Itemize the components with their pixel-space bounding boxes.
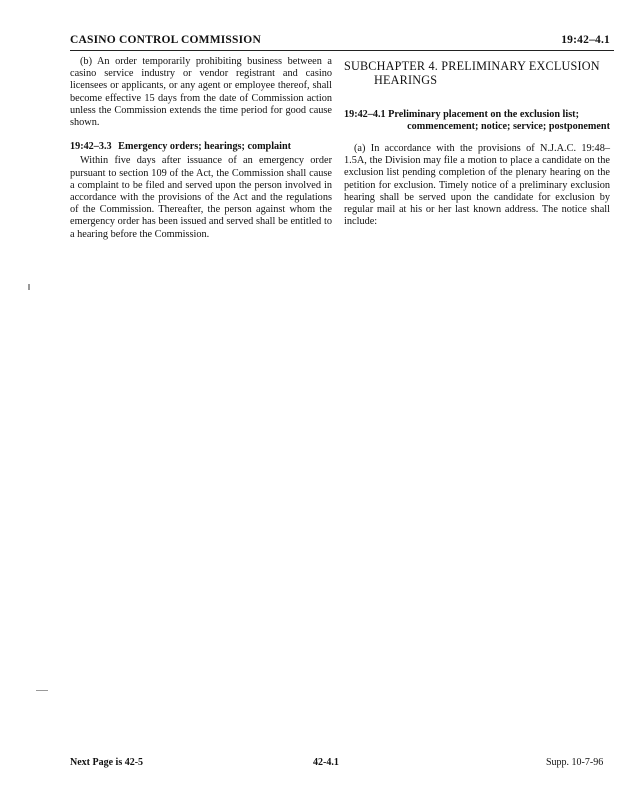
subchapter-title-line1: SUBCHAPTER 4. PRELIMINARY EXCLUSION <box>344 59 600 73</box>
supplement-date: Supp. 10-7-96 <box>546 757 604 768</box>
section-number: 19:42–3.3 <box>70 141 112 153</box>
right-column <box>344 56 610 228</box>
section-body-3-3: Within five days after issuance of an emergency order pursuant to section 109 of the Act, the Commission shall cause a complaint to be filed and served upon the person involved in accordance with the provisions of the Act and the regulations of the Commission. Thereafter, the person against whom the emergency order has been issued and served shall be entitled to a hearing before the Commission. <box>70 155 332 240</box>
header-section-number: 19:42–4.1 <box>561 34 610 46</box>
paragraph-b: (b) An order temporarily prohibiting business between a casino service industry or vendor registrant and casino licensees or applicants, or any agent or employee thereof, shall become effective 15 days from the date of Commission action unless the Commission extends the time period for good cause shown. <box>70 56 332 129</box>
section-heading-4-1 <box>344 109 610 133</box>
section-number: 19:42–4.1 <box>344 109 386 120</box>
header-title: CASINO CONTROL COMMISSION <box>70 34 261 46</box>
scan-mark <box>36 690 48 691</box>
page-number: 42-4.1 <box>313 757 339 768</box>
section-title: Emergency orders; hearings; complaint <box>118 141 292 153</box>
section-title-line2: commencement; notice; service; postponement <box>407 121 610 132</box>
subchapter-title-line2: HEARINGS <box>374 72 438 87</box>
scan-mark <box>28 284 30 290</box>
subchapter-title <box>344 60 610 87</box>
section-body-4-1: (a) In accordance with the provisions of N.J.A.C. 19:48–1.5A, the Division may file a motion to place a candidate on the exclusion list pending completion of the plenary hearing on the petition for exclusion. Timely notice of a preliminary exclusion hearing shall be served upon the candidate for exclusion by regular mail at his or her last known address. The notice shall include: <box>344 143 610 228</box>
next-page-note: Next Page is 42-5 <box>70 757 144 768</box>
running-header <box>70 34 614 50</box>
header-rule <box>70 50 614 51</box>
left-column <box>70 56 332 241</box>
section-heading-3-3 <box>70 141 332 153</box>
section-title-line1: Preliminary placement on the exclusion list; <box>388 109 579 120</box>
